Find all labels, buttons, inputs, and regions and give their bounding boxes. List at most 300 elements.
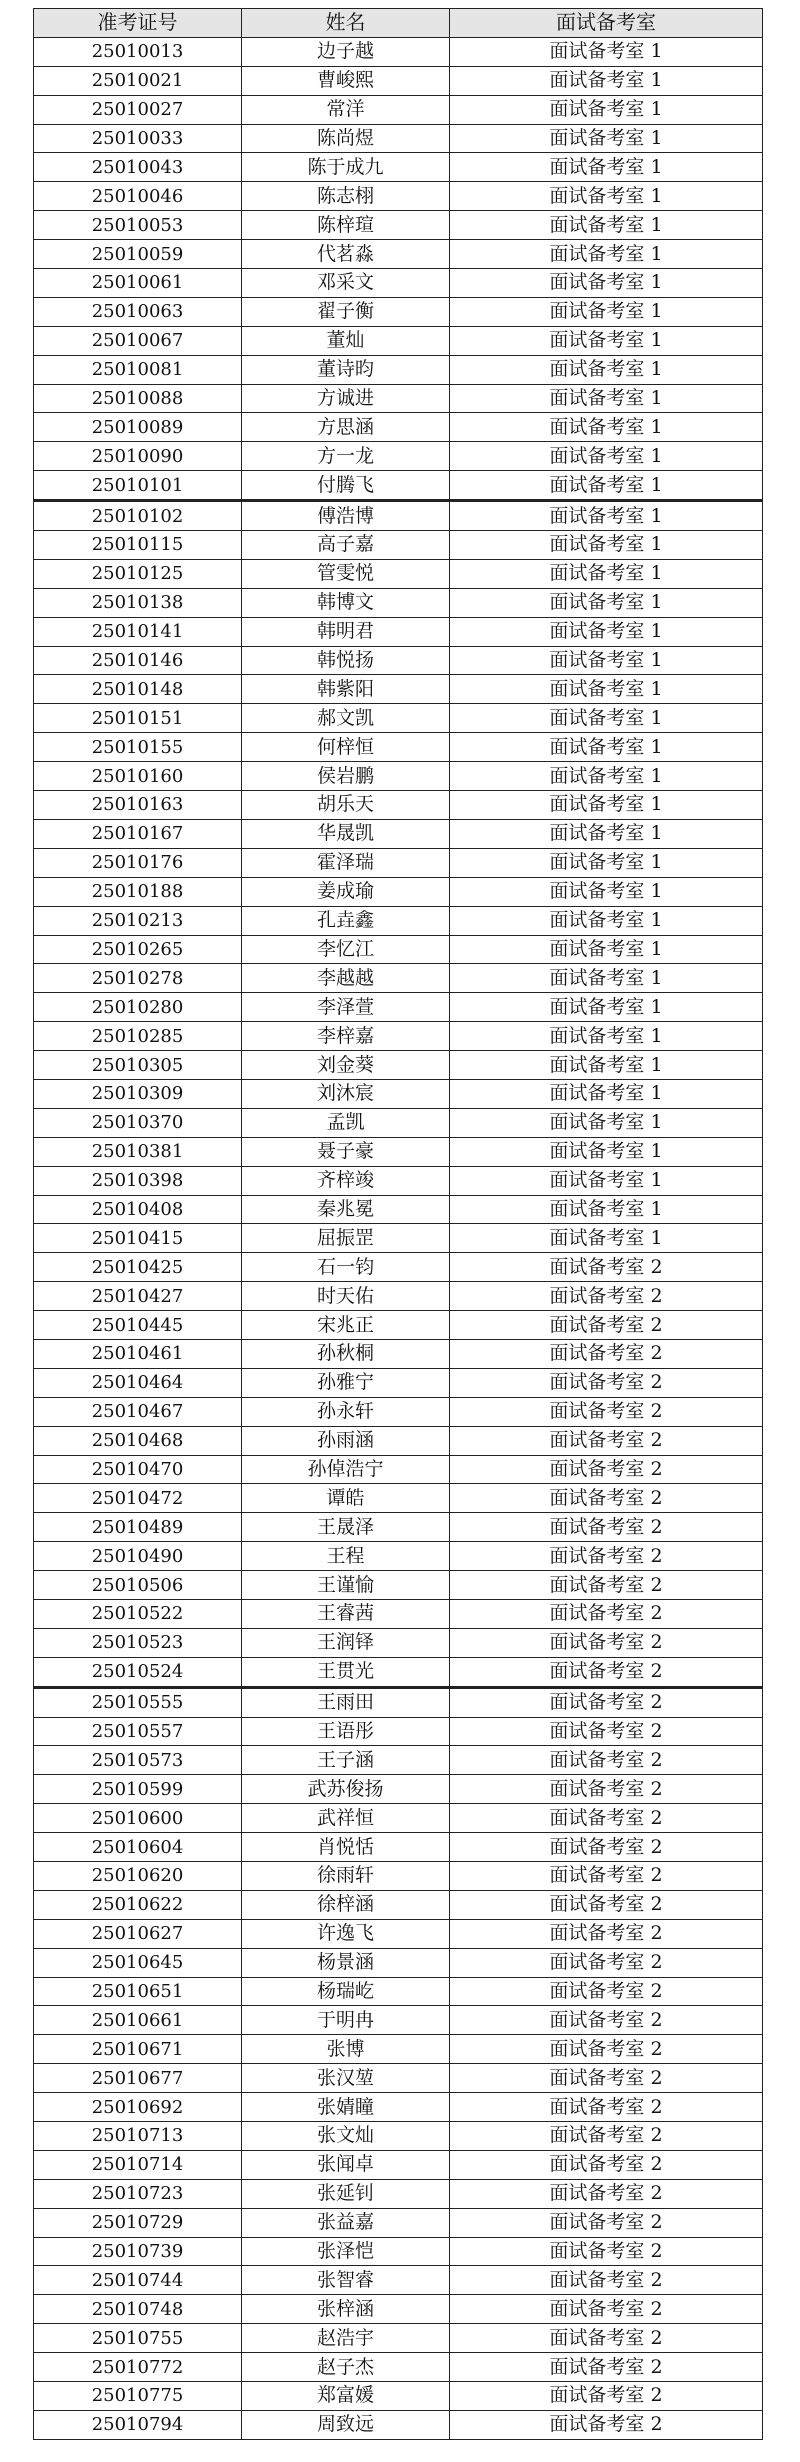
cell-exam-id: 25010408 [34, 1195, 242, 1224]
table-row [34, 1513, 763, 1542]
cell-exam-id: 25010645 [34, 1948, 242, 1977]
cell-exam-id: 25010146 [34, 646, 242, 675]
cell-room: 面试备考室 2 [450, 2353, 763, 2382]
cell-exam-id: 25010464 [34, 1368, 242, 1397]
cell-room: 面试备考室 1 [450, 66, 763, 95]
cell-exam-id: 25010744 [34, 2266, 242, 2295]
cell-room: 面试备考室 2 [450, 2382, 763, 2411]
cell-room: 面试备考室 2 [450, 1775, 763, 1804]
cell-room: 面试备考室 2 [450, 2266, 763, 2295]
table-row [34, 1804, 763, 1833]
cell-name: 付腾飞 [242, 471, 450, 501]
table-row [34, 675, 763, 704]
cell-room: 面试备考室 2 [450, 1253, 763, 1282]
cell-name: 王晟泽 [242, 1513, 450, 1542]
cell-name: 武祥恒 [242, 1804, 450, 1833]
table-row [34, 182, 763, 211]
cell-room: 面试备考室 2 [450, 2150, 763, 2179]
table-row [34, 1022, 763, 1051]
table-row [34, 2382, 763, 2411]
header-exam-id: 准考证号 [34, 9, 242, 38]
cell-room: 面试备考室 2 [450, 2410, 763, 2439]
table-row [34, 1311, 763, 1340]
table-row [34, 704, 763, 733]
cell-room: 面试备考室 1 [450, 182, 763, 211]
table-row [34, 1368, 763, 1397]
cell-name: 王子涵 [242, 1746, 450, 1775]
cell-exam-id: 25010755 [34, 2324, 242, 2353]
table-row [34, 355, 763, 384]
cell-name: 张延钊 [242, 2179, 450, 2208]
cell-exam-id: 25010600 [34, 1804, 242, 1833]
cell-exam-id: 25010772 [34, 2353, 242, 2382]
cell-room: 面试备考室 1 [450, 124, 763, 153]
cell-name: 石一钧 [242, 1253, 450, 1282]
table-row [34, 1977, 763, 2006]
table-row [34, 2035, 763, 2064]
table-row [34, 848, 763, 877]
table-row [34, 95, 763, 124]
table-row [34, 2410, 763, 2439]
cell-name: 傅浩博 [242, 501, 450, 531]
table-row [34, 2093, 763, 2122]
cell-name: 陈志栩 [242, 182, 450, 211]
cell-room: 面试备考室 2 [450, 1426, 763, 1455]
cell-exam-id: 25010555 [34, 1687, 242, 1717]
cell-room: 面试备考室 2 [450, 1542, 763, 1571]
cell-exam-id: 25010265 [34, 935, 242, 964]
cell-room: 面试备考室 2 [450, 2006, 763, 2035]
cell-name: 孔垚鑫 [242, 906, 450, 935]
cell-room: 面试备考室 1 [450, 559, 763, 588]
table-row [34, 1717, 763, 1746]
cell-name: 刘金葵 [242, 1051, 450, 1080]
cell-exam-id: 25010013 [34, 37, 242, 66]
cell-exam-id: 25010775 [34, 2382, 242, 2411]
table-row [34, 559, 763, 588]
cell-name: 刘沐宸 [242, 1079, 450, 1108]
table-row [34, 37, 763, 66]
cell-exam-id: 25010445 [34, 1311, 242, 1340]
cell-name: 王贯光 [242, 1657, 450, 1687]
cell-exam-id: 25010489 [34, 1513, 242, 1542]
cell-exam-id: 25010061 [34, 269, 242, 298]
table-row [34, 211, 763, 240]
cell-exam-id: 25010148 [34, 675, 242, 704]
cell-exam-id: 25010468 [34, 1426, 242, 1455]
cell-exam-id: 25010125 [34, 559, 242, 588]
header-room: 面试备考室 [450, 9, 763, 38]
cell-exam-id: 25010557 [34, 1717, 242, 1746]
cell-exam-id: 25010671 [34, 2035, 242, 2064]
cell-room: 面试备考室 1 [450, 906, 763, 935]
cell-name: 张梓涵 [242, 2295, 450, 2324]
cell-room: 面试备考室 1 [450, 1079, 763, 1108]
cell-room: 面试备考室 2 [450, 2064, 763, 2093]
cell-room: 面试备考室 2 [450, 1484, 763, 1513]
cell-room: 面试备考室 2 [450, 1717, 763, 1746]
cell-name: 徐梓涵 [242, 1890, 450, 1919]
cell-exam-id: 25010620 [34, 1862, 242, 1891]
cell-room: 面试备考室 1 [450, 964, 763, 993]
cell-name: 聂子豪 [242, 1137, 450, 1166]
cell-exam-id: 25010059 [34, 240, 242, 269]
cell-room: 面试备考室 1 [450, 471, 763, 501]
cell-exam-id: 25010522 [34, 1599, 242, 1628]
cell-name: 王润铎 [242, 1628, 450, 1657]
cell-name: 李忆江 [242, 935, 450, 964]
cell-name: 曹峻熙 [242, 66, 450, 95]
cell-room: 面试备考室 2 [450, 1282, 763, 1311]
cell-exam-id: 25010102 [34, 501, 242, 531]
table-row [34, 413, 763, 442]
cell-name: 张益嘉 [242, 2208, 450, 2237]
cell-room: 面试备考室 2 [450, 2122, 763, 2151]
cell-exam-id: 25010398 [34, 1166, 242, 1195]
cell-exam-id: 25010370 [34, 1108, 242, 1137]
cell-name: 胡乐天 [242, 791, 450, 820]
cell-exam-id: 25010053 [34, 211, 242, 240]
cell-room: 面试备考室 1 [450, 326, 763, 355]
cell-room: 面试备考室 2 [450, 2295, 763, 2324]
cell-exam-id: 25010309 [34, 1079, 242, 1108]
cell-name: 李梓嘉 [242, 1022, 450, 1051]
table-row [34, 1282, 763, 1311]
cell-room: 面试备考室 1 [450, 413, 763, 442]
cell-name: 侯岩鹏 [242, 762, 450, 791]
table-row [34, 2353, 763, 2382]
table-row [34, 1051, 763, 1080]
cell-room: 面试备考室 1 [450, 37, 763, 66]
cell-exam-id: 25010176 [34, 848, 242, 877]
cell-name: 姜成瑜 [242, 877, 450, 906]
cell-exam-id: 25010627 [34, 1919, 242, 1948]
table-row [34, 964, 763, 993]
cell-room: 面试备考室 2 [450, 1311, 763, 1340]
cell-name: 代茗淼 [242, 240, 450, 269]
cell-exam-id: 25010427 [34, 1282, 242, 1311]
cell-name: 翟子衡 [242, 297, 450, 326]
cell-room: 面试备考室 2 [450, 1948, 763, 1977]
cell-name: 方思涵 [242, 413, 450, 442]
cell-name: 张泽恺 [242, 2237, 450, 2266]
cell-name: 张文灿 [242, 2122, 450, 2151]
cell-room: 面试备考室 1 [450, 646, 763, 675]
cell-exam-id: 25010188 [34, 877, 242, 906]
cell-room: 面试备考室 2 [450, 2237, 763, 2266]
cell-exam-id: 25010524 [34, 1657, 242, 1687]
cell-exam-id: 25010063 [34, 297, 242, 326]
cell-room: 面试备考室 1 [450, 1137, 763, 1166]
cell-name: 韩博文 [242, 588, 450, 617]
cell-exam-id: 25010723 [34, 2179, 242, 2208]
table-row [34, 1339, 763, 1368]
cell-name: 王雨田 [242, 1687, 450, 1717]
table-row [34, 762, 763, 791]
cell-exam-id: 25010167 [34, 819, 242, 848]
cell-exam-id: 25010033 [34, 124, 242, 153]
cell-name: 董灿 [242, 326, 450, 355]
table-row [34, 1542, 763, 1571]
cell-room: 面试备考室 1 [450, 442, 763, 471]
table-row [34, 531, 763, 560]
header-name: 姓名 [242, 9, 450, 38]
cell-name: 王谨愉 [242, 1571, 450, 1600]
cell-exam-id: 25010622 [34, 1890, 242, 1919]
cell-room: 面试备考室 1 [450, 355, 763, 384]
cell-room: 面试备考室 1 [450, 1022, 763, 1051]
cell-exam-id: 25010470 [34, 1455, 242, 1484]
table-row [34, 1079, 763, 1108]
cell-exam-id: 25010381 [34, 1137, 242, 1166]
cell-name: 李越越 [242, 964, 450, 993]
cell-room: 面试备考室 1 [450, 1166, 763, 1195]
cell-name: 周致远 [242, 2410, 450, 2439]
table-row [34, 617, 763, 646]
table-row [34, 588, 763, 617]
cell-name: 张闻卓 [242, 2150, 450, 2179]
cell-exam-id: 25010043 [34, 153, 242, 182]
cell-name: 韩明君 [242, 617, 450, 646]
cell-name: 于明冉 [242, 2006, 450, 2035]
cell-exam-id: 25010278 [34, 964, 242, 993]
cell-name: 王语彤 [242, 1717, 450, 1746]
table-row [34, 1195, 763, 1224]
cell-name: 张婧瞳 [242, 2093, 450, 2122]
cell-room: 面试备考室 2 [450, 1890, 763, 1919]
table-row [34, 1890, 763, 1919]
table-row [34, 1426, 763, 1455]
cell-room: 面试备考室 1 [450, 877, 763, 906]
cell-name: 王睿茜 [242, 1599, 450, 1628]
table-row [34, 1455, 763, 1484]
cell-name: 董诗昀 [242, 355, 450, 384]
cell-room: 面试备考室 1 [450, 675, 763, 704]
cell-exam-id: 25010280 [34, 993, 242, 1022]
cell-room: 面试备考室 2 [450, 1513, 763, 1542]
cell-name: 杨景涵 [242, 1948, 450, 1977]
cell-exam-id: 25010067 [34, 326, 242, 355]
cell-name: 孙秋桐 [242, 1339, 450, 1368]
table-row [34, 2064, 763, 2093]
cell-name: 秦兆冕 [242, 1195, 450, 1224]
table-row [34, 1397, 763, 1426]
table-row [34, 1775, 763, 1804]
cell-room: 面试备考室 1 [450, 1051, 763, 1080]
table-body [34, 37, 763, 2439]
cell-exam-id: 25010425 [34, 1253, 242, 1282]
cell-exam-id: 25010163 [34, 791, 242, 820]
table-row [34, 1862, 763, 1891]
cell-name: 边子越 [242, 37, 450, 66]
cell-room: 面试备考室 2 [450, 1919, 763, 1948]
cell-name: 陈尚煜 [242, 124, 450, 153]
cell-name: 邓采文 [242, 269, 450, 298]
cell-room: 面试备考室 2 [450, 2035, 763, 2064]
cell-exam-id: 25010415 [34, 1224, 242, 1253]
cell-exam-id: 25010151 [34, 704, 242, 733]
cell-exam-id: 25010523 [34, 1628, 242, 1657]
table-row [34, 501, 763, 531]
cell-name: 何梓恒 [242, 733, 450, 762]
table-row [34, 1628, 763, 1657]
table-row [34, 153, 763, 182]
cell-name: 霍泽瑞 [242, 848, 450, 877]
table-row [34, 1253, 763, 1282]
table-row [34, 2266, 763, 2295]
cell-exam-id: 25010101 [34, 471, 242, 501]
cell-room: 面试备考室 1 [450, 588, 763, 617]
cell-room: 面试备考室 1 [450, 297, 763, 326]
cell-room: 面试备考室 1 [450, 95, 763, 124]
cell-room: 面试备考室 1 [450, 501, 763, 531]
cell-name: 杨瑞屹 [242, 1977, 450, 2006]
table-row [34, 1108, 763, 1137]
cell-name: 张智睿 [242, 2266, 450, 2295]
table-row [34, 819, 763, 848]
cell-exam-id: 25010027 [34, 95, 242, 124]
cell-exam-id: 25010089 [34, 413, 242, 442]
cell-name: 陈梓瑄 [242, 211, 450, 240]
cell-room: 面试备考室 1 [450, 791, 763, 820]
table-row [34, 326, 763, 355]
table-row [34, 2324, 763, 2353]
table-row [34, 269, 763, 298]
cell-exam-id: 25010141 [34, 617, 242, 646]
table-row [34, 1224, 763, 1253]
cell-name: 武苏俊扬 [242, 1775, 450, 1804]
cell-name: 韩悦扬 [242, 646, 450, 675]
cell-room: 面试备考室 2 [450, 1368, 763, 1397]
cell-room: 面试备考室 2 [450, 2324, 763, 2353]
roster-table [33, 8, 763, 2440]
cell-name: 王程 [242, 1542, 450, 1571]
cell-room: 面试备考室 1 [450, 762, 763, 791]
cell-exam-id: 25010046 [34, 182, 242, 211]
cell-name: 孙永轩 [242, 1397, 450, 1426]
cell-exam-id: 25010088 [34, 384, 242, 413]
cell-room: 面试备考室 2 [450, 2208, 763, 2237]
cell-room: 面试备考室 1 [450, 1195, 763, 1224]
cell-room: 面试备考室 2 [450, 1599, 763, 1628]
cell-name: 张博 [242, 2035, 450, 2064]
cell-name: 徐雨轩 [242, 1862, 450, 1891]
table-row [34, 1687, 763, 1717]
table-row [34, 935, 763, 964]
cell-exam-id: 25010599 [34, 1775, 242, 1804]
cell-name: 屈振罡 [242, 1224, 450, 1253]
cell-name: 孙倬浩宁 [242, 1455, 450, 1484]
cell-room: 面试备考室 1 [450, 704, 763, 733]
cell-room: 面试备考室 1 [450, 993, 763, 1022]
cell-name: 齐梓竣 [242, 1166, 450, 1195]
cell-name: 高子嘉 [242, 531, 450, 560]
cell-name: 郑富媛 [242, 2382, 450, 2411]
table-row [34, 1599, 763, 1628]
cell-name: 宋兆正 [242, 1311, 450, 1340]
cell-room: 面试备考室 2 [450, 1977, 763, 2006]
cell-room: 面试备考室 1 [450, 819, 763, 848]
table-row [34, 993, 763, 1022]
cell-exam-id: 25010305 [34, 1051, 242, 1080]
table-row [34, 1657, 763, 1687]
cell-exam-id: 25010651 [34, 1977, 242, 2006]
cell-name: 孟凯 [242, 1108, 450, 1137]
cell-room: 面试备考室 1 [450, 935, 763, 964]
cell-exam-id: 25010090 [34, 442, 242, 471]
table-row [34, 1919, 763, 1948]
cell-exam-id: 25010115 [34, 531, 242, 560]
table-row [34, 1137, 763, 1166]
table-row [34, 240, 763, 269]
cell-name: 时天佑 [242, 1282, 450, 1311]
cell-exam-id: 25010714 [34, 2150, 242, 2179]
table-row [34, 2295, 763, 2324]
cell-room: 面试备考室 1 [450, 240, 763, 269]
cell-name: 郝文凯 [242, 704, 450, 733]
cell-exam-id: 25010160 [34, 762, 242, 791]
table-row [34, 1484, 763, 1513]
table-row [34, 2237, 763, 2266]
cell-room: 面试备考室 2 [450, 1339, 763, 1368]
cell-exam-id: 25010692 [34, 2093, 242, 2122]
table-row [34, 646, 763, 675]
cell-name: 赵子杰 [242, 2353, 450, 2382]
cell-room: 面试备考室 2 [450, 1862, 763, 1891]
cell-exam-id: 25010081 [34, 355, 242, 384]
roster-sheet [33, 8, 762, 2440]
cell-exam-id: 25010490 [34, 1542, 242, 1571]
header-row [34, 9, 763, 38]
table-row [34, 2122, 763, 2151]
cell-name: 常洋 [242, 95, 450, 124]
cell-exam-id: 25010604 [34, 1833, 242, 1862]
cell-room: 面试备考室 2 [450, 1571, 763, 1600]
cell-room: 面试备考室 1 [450, 269, 763, 298]
table-row [34, 297, 763, 326]
table-row [34, 442, 763, 471]
cell-name: 肖悦恬 [242, 1833, 450, 1862]
cell-name: 方诚进 [242, 384, 450, 413]
cell-exam-id: 25010461 [34, 1339, 242, 1368]
cell-room: 面试备考室 1 [450, 531, 763, 560]
cell-name: 李泽萱 [242, 993, 450, 1022]
cell-name: 方一龙 [242, 442, 450, 471]
cell-room: 面试备考室 1 [450, 617, 763, 646]
table-row [34, 906, 763, 935]
cell-name: 华晟凯 [242, 819, 450, 848]
cell-exam-id: 25010021 [34, 66, 242, 95]
cell-name: 谭皓 [242, 1484, 450, 1513]
cell-exam-id: 25010138 [34, 588, 242, 617]
cell-room: 面试备考室 2 [450, 1833, 763, 1862]
cell-exam-id: 25010155 [34, 733, 242, 762]
cell-room: 面试备考室 2 [450, 1687, 763, 1717]
table-row [34, 2208, 763, 2237]
table-row [34, 733, 763, 762]
table-row [34, 1746, 763, 1775]
cell-exam-id: 25010729 [34, 2208, 242, 2237]
cell-room: 面试备考室 1 [450, 1224, 763, 1253]
cell-room: 面试备考室 1 [450, 384, 763, 413]
table-row [34, 2006, 763, 2035]
cell-name: 孙雨涵 [242, 1426, 450, 1455]
table-row [34, 66, 763, 95]
cell-name: 陈于成九 [242, 153, 450, 182]
cell-room: 面试备考室 2 [450, 1657, 763, 1687]
cell-room: 面试备考室 2 [450, 2093, 763, 2122]
cell-room: 面试备考室 2 [450, 1804, 763, 1833]
